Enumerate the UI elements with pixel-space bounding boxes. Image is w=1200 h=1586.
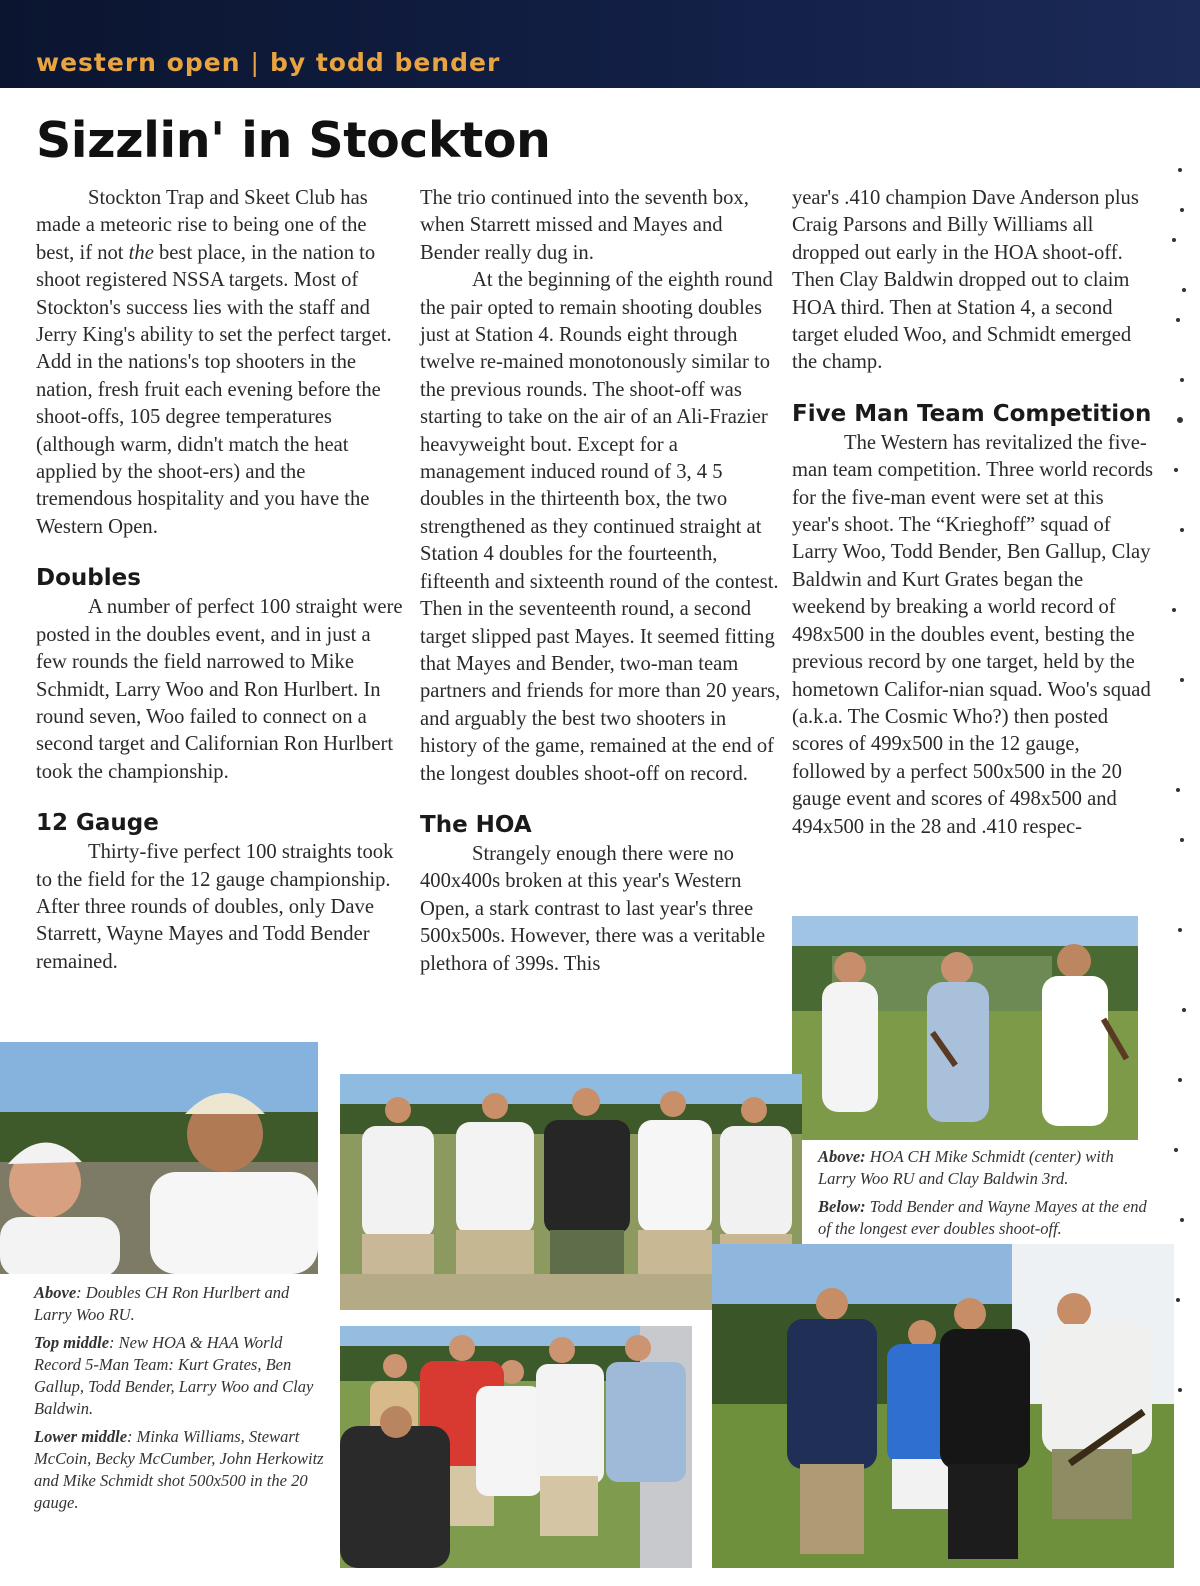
section-header: [36, 48, 500, 77]
scan-edge-marks: [1160, 150, 1196, 1530]
photo-doubles-champions: [0, 1042, 318, 1274]
heading-five-man-team: Five Man Team Competition: [792, 400, 1152, 427]
caption-left-lower-middle: [34, 1426, 324, 1514]
intro-paragraph: [36, 185, 406, 541]
caption-left-top-middle: [34, 1332, 324, 1420]
caption-right-above: [818, 1146, 1148, 1190]
doubles-paragraph: A number of perfect 100 straight were posted in the doubles event, and in just a few rounds the field narrowed to Mike Schmidt, Larry Woo and Ron Hurlbert. In round seven, Woo failed to connect on a second target and Californian Ron Hurlbert took the championship.: [36, 596, 403, 783]
photo-twenty-gauge-team-image: [340, 1326, 692, 1568]
photo-doubles-champions-image: [0, 1042, 318, 1274]
heading-doubles: Doubles: [36, 565, 141, 592]
caption-label: Above:: [818, 1147, 866, 1166]
intro-emphasis: the: [128, 241, 154, 264]
byline: by todd bender: [269, 48, 501, 77]
hoa-paragraph-cont: year's .410 champion Dave Anderson plus Craig Parsons and Billy Williams all dropped out early in the HOA shoot-off. Then Clay Baldwin dropped out to claim HOA third. Then at Station 4, a second target eluded Woo, and Schmidt emerged the champ.: [792, 187, 1139, 374]
caption-label: Top middle: [34, 1333, 110, 1352]
caption-right: [818, 1146, 1148, 1246]
photo-hoa-champions: [792, 916, 1138, 1140]
article-title: Sizzlin' in Stockton: [36, 112, 551, 169]
hoa-paragraph: Strangely enough there were no 400x400s broken at this year's Western Open, a stark contrast to last year's three 500x500s. However, there was a veritable plethora of 399s. This: [420, 842, 766, 975]
team-paragraph: The Western has revitalized the five-man team competition. Three world records for the five-man event were set at this year's shoot. The “Krieghoff” squad of Larry Woo, Todd Bender, Ben Gallup, Clay Baldwin and Kurt Grates began the weekend by breaking a world record of 498x500 in the doubles event, besting the previous record by one target, held by the hometown Califor-nian squad. Woo's squad (a.k.a. The Cosmic Who?) then posted scores of 499x500 in the 12 gauge, followed by a perfect 500x500 in the 20 gauge event and scores of 498x500 and 494x500 in the 28 and .410 respec-: [792, 431, 1154, 838]
caption-label: Below:: [818, 1197, 866, 1216]
intro-text-a: Stockton Trap and Skeet Club has made a meteoric rise to being one of the best, if not: [36, 187, 368, 264]
column-3: [792, 185, 1154, 841]
heading-12-gauge: 12 Gauge: [36, 810, 159, 837]
photo-shoot-off-handshake-image: [712, 1244, 1174, 1568]
header-separator: |: [250, 48, 260, 77]
caption-text: : Minka Williams, Stewart McCoin, Becky McCumber, John Herkowitz and Mike Schmidt shot 500x500 in the 20 gauge.: [34, 1427, 324, 1512]
caption-label: Above: [34, 1283, 77, 1302]
gauge-paragraph-2: At the beginning of the eighth round the pair opted to remain shooting doubles just at Station 4. Rounds eight through twelve re-mained monotonously similar to the previous rounds. The shoot-off was starting to take on the air of an Ali-Frazier heavyweight bout. Except for a management induced round of 3, 4 5 doubles in the thirteenth box, the two strengthened as they continued straight at Station 4 doubles for the fourteenth, fifteenth and sixteenth round of the contest. Then in the seventeenth round, a second target slipped past Mayes. It seemed fitting that Mayes and Bender, two-man team partners and friends for more than 20 years, and arguably the best two shooters in history of the game, remained at the end of the longest doubles shoot-off on record.: [420, 269, 781, 785]
gauge-paragraph-cont: The trio continued into the seventh box, when Starrett missed and Mayes and Bender really dug in.: [420, 187, 749, 264]
column-1: [36, 185, 406, 976]
photo-hoa-champions-image: [792, 916, 1138, 1140]
caption-right-below: [818, 1196, 1148, 1240]
caption-text: : New HOA & HAA World Record 5-Man Team: Kurt Grates, Ben Gallup, Todd Bender, Larry Woo and Clay Baldwin.: [34, 1333, 314, 1418]
caption-text: HOA CH Mike Schmidt (center) with Larry Woo RU and Clay Baldwin 3rd.: [818, 1147, 1114, 1188]
section-label: western open: [36, 48, 241, 77]
caption-label: Lower middle: [34, 1427, 128, 1446]
heading-hoa: The HOA: [420, 811, 532, 838]
caption-text: : Doubles CH Ron Hurlbert and Larry Woo RU.: [34, 1283, 290, 1324]
photo-twenty-gauge-team: [340, 1326, 692, 1568]
gauge-paragraph: Thirty-five perfect 100 straights took to the field for the 12 gauge championship. After three rounds of doubles, only Dave Starrett, Wayne Mayes and Todd Bender remained.: [36, 841, 394, 973]
caption-left: [34, 1282, 324, 1520]
caption-left-above: [34, 1282, 324, 1326]
column-2: [420, 185, 782, 978]
caption-text: Todd Bender and Wayne Mayes at the end of the longest ever doubles shoot-off.: [818, 1197, 1147, 1238]
photo-shoot-off-handshake: [712, 1244, 1174, 1568]
intro-text-b: best place, in the nation to shoot registered NSSA targets. Most of Stockton's success lies with the staff and Jerry King's ability to set the perfect target. Add in the nations's top shooters in the nation, fresh fruit each evening before the shoot-offs, 105 degree temperatures (although warm, didn't match the heat applied by the shoot-ers) and the tremendous hospitality and you have the Western Open.: [36, 241, 392, 538]
